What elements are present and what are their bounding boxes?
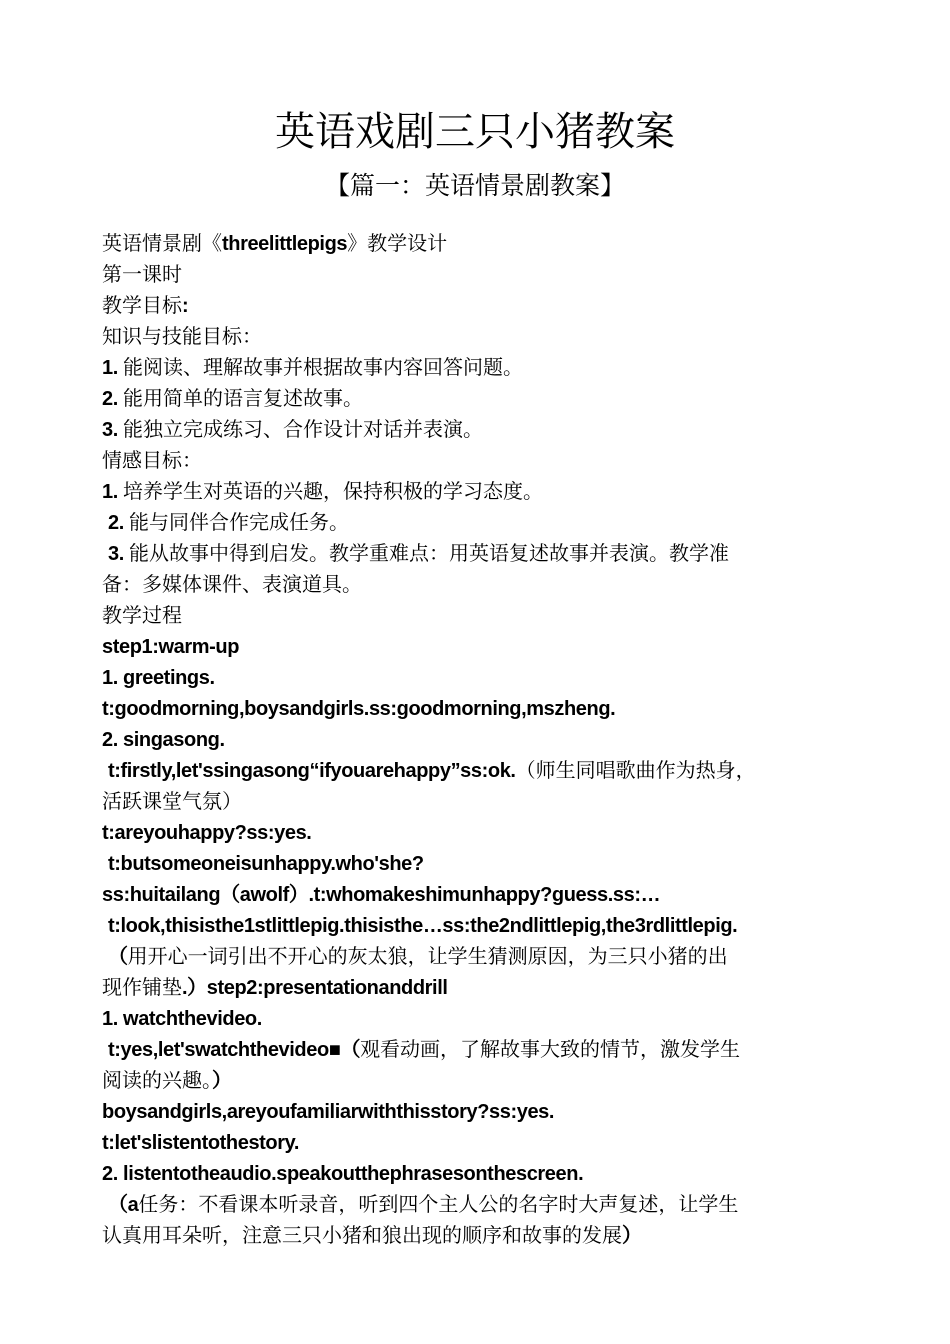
text-segment: 能用简单的语言复述故事。 [123, 386, 364, 410]
text-segment: 阅读的兴趣。 [102, 1068, 212, 1092]
text-segment: 教学目标 [102, 293, 182, 317]
text-segment: （a [108, 1194, 139, 1216]
text-segment: boysandgirls,areyoufamiliarwiththisstory?ss:yes. [102, 1101, 555, 1123]
text-line [102, 1096, 852, 1127]
text-segment: ） [622, 1225, 642, 1247]
text-segment: 观看动画，了解故事大致的情节，激发学生 [360, 1037, 741, 1061]
text-segment: ss:huitailang（awolf）.t:whomakeshimunhappy?guess.ss:… [102, 884, 661, 906]
text-segment: 任务：不看课本听录音，听到四个主人公的名字时大声复述，让学生 [138, 1192, 739, 1216]
text-segment: 能独立完成练习、合作设计对话并表演。 [123, 417, 484, 441]
text-line [102, 259, 852, 290]
text-segment: 培养学生对英语的兴趣，保持积极的学习态度。 [123, 479, 544, 503]
text-line [102, 879, 852, 910]
text-line [102, 1158, 852, 1189]
text-line [102, 724, 852, 755]
text-segment: 活跃课堂气氛） [102, 789, 242, 813]
text-line [102, 228, 852, 259]
text-line [102, 631, 852, 662]
text-segment: 3. [102, 419, 124, 441]
text-segment: t:let'slistentothestory. [102, 1132, 300, 1154]
text-segment: 能阅读、理解故事并根据故事内容回答问题。 [123, 355, 524, 379]
text-segment: 1. greetings. [102, 667, 215, 689]
text-line [102, 1220, 852, 1251]
text-segment: （ [108, 946, 128, 968]
text-segment: 英语情景剧《 [102, 231, 222, 255]
text-line [102, 383, 852, 414]
text-segment: 能与同伴合作完成任务。 [129, 510, 350, 534]
text-segment: 2. singasong. [102, 729, 225, 751]
text-line [102, 538, 852, 569]
text-segment: step1:warm-up [102, 636, 240, 658]
text-segment: 2. [108, 512, 130, 534]
section-heading: 【篇一：英语情景剧教案】 [324, 171, 625, 200]
text-line [102, 817, 852, 848]
document-body [102, 228, 852, 1251]
text-line [102, 1003, 852, 1034]
text-line [102, 941, 852, 972]
text-line [102, 1065, 852, 1096]
text-segment: 1. watchthevideo. [102, 1008, 262, 1030]
text-segment: 能从故事中得到启发。教学重难点：用英语复述故事并表演。教学准 [129, 541, 730, 565]
text-segment: t:butsomeoneisunhappy.who'she? [108, 853, 424, 875]
text-segment: 1. [102, 357, 124, 379]
text-segment: : [182, 295, 189, 317]
text-line [102, 848, 852, 879]
text-line [102, 321, 852, 352]
text-segment: t:firstly,let'ssingasong“ifyouarehappy”ss:ok. [108, 760, 516, 782]
text-segment: t:look,thisisthe1stlittlepig.thisisthe…ss:the2ndlittlepig,the3rdlittlepig. [108, 915, 738, 937]
text-segment: t:goodmorning,boysandgirls.ss:goodmorning,mszheng. [102, 698, 616, 720]
text-line [102, 755, 852, 786]
text-line [102, 445, 852, 476]
text-line [102, 693, 852, 724]
text-line [102, 972, 852, 1003]
text-segment: 2. [102, 388, 124, 410]
text-segment: （师生同唱歌曲作为热身， [515, 758, 756, 782]
text-line [102, 910, 852, 941]
text-segment: 第一课时 [102, 262, 182, 286]
text-line [102, 1189, 852, 1220]
text-segment: .）step2:presentationanddrill [182, 977, 448, 999]
page-title: 英语戏剧三只小猪教案 [275, 109, 675, 155]
text-segment: 1. [102, 481, 124, 503]
text-segment: 2. listentotheaudio.speakoutthephrasesonthescreen. [102, 1163, 584, 1185]
text-line [102, 352, 852, 383]
text-line [102, 569, 852, 600]
text-segment: 知识与技能目标： [102, 324, 262, 348]
text-segment: t:areyouhappy?ss:yes. [102, 822, 312, 844]
text-segment: 现作铺垫 [102, 975, 182, 999]
text-line [102, 1034, 852, 1065]
text-segment: t:yes,let'swatchthevideo■（ [108, 1039, 361, 1061]
text-line [102, 600, 852, 631]
text-segment: 备：多媒体课件、表演道具。 [102, 572, 362, 596]
text-segment: 教学过程 [102, 603, 182, 627]
text-line [102, 414, 852, 445]
text-line [102, 507, 852, 538]
text-segment: threelittlepigs [222, 233, 348, 255]
text-line [102, 476, 852, 507]
text-segment: ） [212, 1070, 232, 1092]
text-segment: 3. [108, 543, 130, 565]
text-line [102, 662, 852, 693]
text-segment: 认真用耳朵听，注意三只小猪和狼出现的顺序和故事的发展 [102, 1223, 622, 1247]
text-segment: 情感目标： [102, 448, 202, 472]
text-segment: 》教学设计 [347, 231, 448, 255]
text-line [102, 1127, 852, 1158]
text-line [102, 290, 852, 321]
text-segment: 用开心一词引出不开心的灰太狼，让学生猜测原因，为三只小猪的出 [127, 944, 728, 968]
text-line [102, 786, 852, 817]
